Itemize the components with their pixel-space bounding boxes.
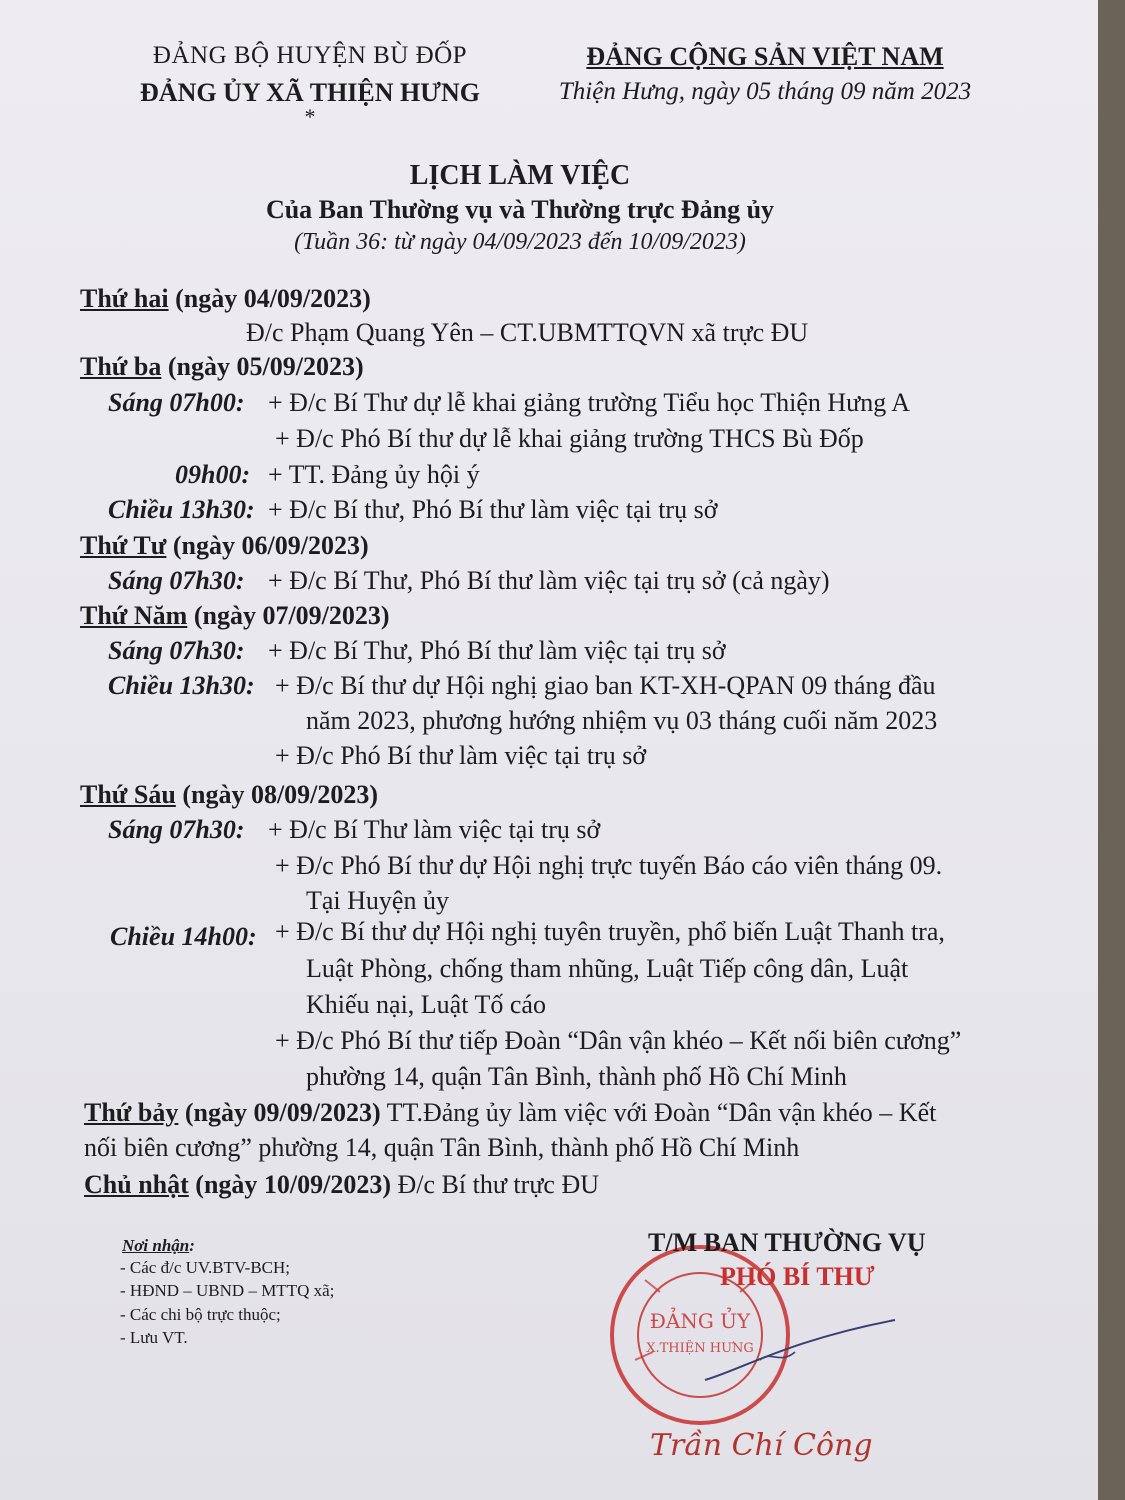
schedule-line: + Đ/c Phó Bí thư dự lễ khai giảng trường THCS Bù Đốp — [275, 424, 864, 453]
time-slot: 09h00: — [175, 460, 251, 489]
day-heading-wednesday: Thứ Tư (ngày 06/09/2023) — [80, 531, 369, 560]
svg-text:X.THIỆN HƯNG: X.THIỆN HƯNG — [646, 1341, 754, 1356]
day-heading-thursday: Thứ Năm (ngày 07/09/2023) — [80, 601, 390, 630]
day-heading-monday: Thứ hai (ngày 04/09/2023) — [80, 284, 371, 313]
recipient-item: - Các đ/c UV.BTV-BCH; — [120, 1258, 290, 1277]
time-slot: Chiều 13h30: — [108, 495, 255, 524]
schedule-line: năm 2023, phương hướng nhiệm vụ 03 tháng cuối năm 2023 — [306, 706, 938, 735]
schedule-line: phường 14, quận Tân Bình, thành phố Hồ Chí Minh — [306, 1062, 847, 1091]
time-slot: Sáng 07h30: — [108, 815, 245, 844]
schedule-line: Đ/c Phạm Quang Yên – CT.UBMTTQVN xã trực ĐU — [246, 318, 809, 347]
time-slot: Sáng 07h30: — [108, 636, 245, 665]
week-range: (Tuần 36: từ ngày 04/09/2023 đến 10/09/2023) — [294, 229, 746, 255]
time-slot: Chiều 13h30: — [108, 671, 255, 700]
schedule-line: Khiếu nại, Luật Tố cáo — [306, 990, 546, 1019]
recipients-label: Nơi nhận: — [122, 1236, 195, 1255]
party-name: ĐẢNG CỘNG SẢN VIỆT NAM — [586, 42, 944, 71]
recipient-item: - HĐND – UBND – MTTQ xã; — [120, 1281, 335, 1300]
schedule-line: + Đ/c Phó Bí thư làm việc tại trụ sở — [275, 741, 647, 770]
schedule-line: + Đ/c Bí Thư, Phó Bí thư làm việc tại trụ sở — [268, 636, 726, 665]
schedule-line: + Đ/c Phó Bí thư dự Hội nghị trực tuyến Báo cáo viên tháng 09. — [275, 851, 943, 880]
place-date: Thiện Hưng, ngày 05 tháng 09 năm 2023 — [558, 78, 972, 105]
schedule-line: + Đ/c Bí Thư làm việc tại trụ sở — [268, 815, 601, 844]
day-heading-tuesday: Thứ ba (ngày 05/09/2023) — [80, 352, 364, 381]
schedule-line: + Đ/c Bí thư dự Hội nghị giao ban KT-XH-QPAN 09 tháng đầu — [275, 671, 936, 700]
schedule-line: + Đ/c Bí Thư, Phó Bí thư làm việc tại trụ sở (cả ngày) — [268, 566, 830, 595]
day-heading-saturday: Thứ bảy (ngày 09/09/2023) TT.Đảng ủy làm việc với Đoàn “Dân vận khéo – Kết — [84, 1098, 937, 1127]
document-title: LỊCH LÀM VIỆC — [409, 160, 631, 191]
svg-text:ĐẢNG ỦY: ĐẢNG ỦY — [649, 1309, 751, 1333]
signature-role: PHÓ BÍ THƯ — [720, 1262, 875, 1291]
signer-name: Trần Chí Công — [650, 1428, 873, 1463]
signature-for: T/M BAN THƯỜNG VỤ — [648, 1228, 926, 1257]
schedule-line: + Đ/c Bí thư, Phó Bí thư làm việc tại trụ sở — [268, 495, 718, 524]
header-star: * — [304, 104, 316, 129]
time-slot: Chiều 14h00: — [110, 922, 257, 951]
schedule-line: nối biên cương” phường 14, quận Tân Bình, thành phố Hồ Chí Minh — [84, 1133, 800, 1162]
schedule-line: Luật Phòng, chống tham nhũng, Luật Tiếp công dân, Luật — [306, 954, 909, 983]
schedule-line: + TT. Đảng ủy hội ý — [268, 460, 480, 489]
recipient-item: - Các chi bộ trực thuộc; — [120, 1305, 281, 1324]
time-slot: Sáng 07h30: — [108, 566, 245, 595]
day-heading-friday: Thứ Sáu (ngày 08/09/2023) — [80, 780, 379, 809]
org-line-2: ĐẢNG ỦY XÃ THIỆN HƯNG — [140, 78, 480, 107]
document-subtitle: Của Ban Thường vụ và Thường trực Đảng ủy — [265, 195, 775, 224]
schedule-line: Tại Huyện ủy — [306, 886, 449, 915]
schedule-line: + Đ/c Bí Thư dự lễ khai giảng trường Tiểu học Thiện Hưng A — [268, 388, 911, 417]
recipient-item: - Lưu VT. — [120, 1328, 188, 1347]
schedule-line: + Đ/c Phó Bí thư tiếp Đoàn “Dân vận khéo – Kết nối biên cương” — [275, 1026, 962, 1055]
signature-stroke-icon — [700, 1300, 900, 1400]
day-heading-sunday: Chủ nhật (ngày 10/09/2023) Đ/c Bí thư trực ĐU — [84, 1170, 600, 1199]
schedule-line: + Đ/c Bí thư dự Hội nghị tuyên truyền, phổ biến Luật Thanh tra, — [275, 917, 945, 946]
time-slot: Sáng 07h00: — [108, 388, 245, 417]
org-line-1: ĐẢNG BỘ HUYỆN BÙ ĐỐP — [152, 42, 468, 69]
